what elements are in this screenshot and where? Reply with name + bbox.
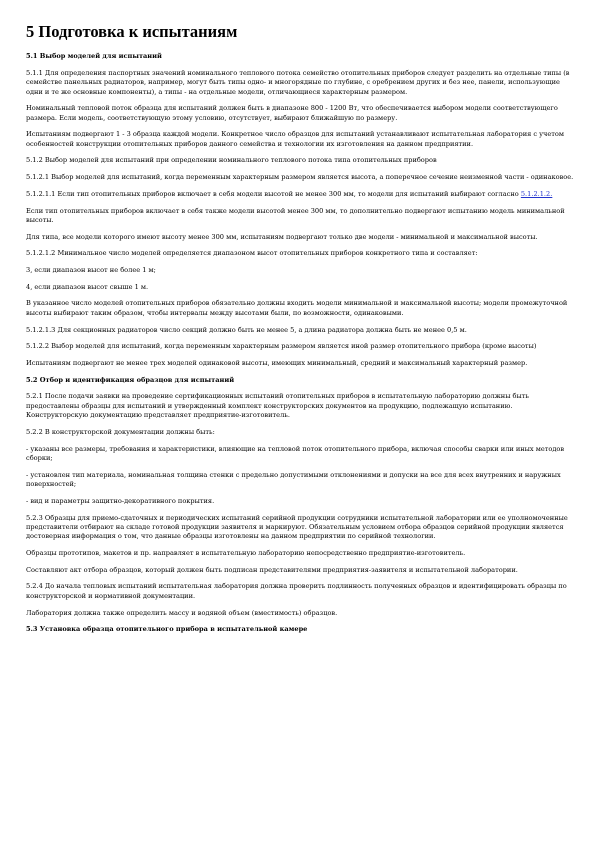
paragraph: 5.2.4 До начала тепловых испытаний испытательная лаборатория должна проверить подлинность полученных образцов и идентифицировать образцы по конструкторской и нормативной документации. (26, 582, 567, 600)
section-link[interactable]: 5.1.2.1.2. (520, 189, 553, 198)
document-page (26, 22, 574, 642)
paragraph: 5.2.2 В конструкторской документации должны быть: (26, 427, 215, 436)
paragraph: 5.1.2.1.3 Для секционных радиаторов число секций должно быть не менее 5, а длина радиатора должна быть не менее 0,5 м. (26, 325, 467, 334)
subsection-heading: 5.2 Отбор и идентификация образцов для испытаний (26, 375, 235, 384)
section-title: 5 Подготовка к испытаниям (26, 22, 238, 41)
paragraph: 5.1.2 Выбор моделей для испытаний при определении номинального теплового потока типа отопительных приборов (26, 156, 437, 165)
subsection-heading: 5.3 Установка образца отопительного прибора в испытательной камере (26, 625, 308, 634)
paragraph: 5.1.2.1.2 Минимальное число моделей определяется диапазоном высот отопительных приборов конкретного типа и составляет: (26, 249, 478, 258)
paragraph: - вид и параметры защитно-декоративного покрытия. (26, 496, 215, 505)
paragraph: 5.1.2.1 Выбор моделей для испытаний, когда переменным характерным размером является высота, а поперечное сечение неизменной части - одинаковое. (26, 173, 574, 182)
paragraph: 5.1.2.2 Выбор моделей для испытаний, когда переменным характерным размером является иной размер отопительного прибора (кроме высоты) (26, 342, 537, 351)
paragraph: Образцы прототипов, макетов и пр. направляет в испытательную лабораторию непосредственно предприятие-изготовитель. (26, 549, 466, 558)
paragraph: Составляют акт отбора образцов, который должен быть подписан представителями предприятия-заявителя и испытательной лаборатории. (26, 565, 518, 574)
paragraph: Испытаниям подвергают не менее трех моделей одинаковой высоты, имеющих минимальный, средний и максимальный характерный размер. (26, 358, 528, 367)
paragraph: Испытаниям подвергают 1 - 3 образца каждой модели. Конкретное число образцов для испытаний устанавливают испытательная лаборатория с учетом особенностей конструкции отопительных приборов данного семейства и технологии их изготовления на данном предприятии. (26, 130, 565, 148)
paragraph: В указанное число моделей отопительных приборов обязательно должны входить модели минимальной и максимальной высоты; модели промежуточной высоты выбирают таким образом, чтобы интервалы между высотами были, по возможности, одинаковыми. (26, 299, 568, 317)
paragraph: 5.2.3 Образцы для приемо-сдаточных и периодических испытаний серийной продукции сотрудники испытательной лаборатории или ее уполномоченные представители отбирают на складе готовой продукции заявителя и маркируют. Обязательным условием отбора образцов серийной продукции является достоверная информация о том, что данные образцы изготовлены на данном предприятии по серийной технологии. (26, 513, 568, 541)
paragraph: - указаны все размеры, требования и характеристики, влияющие на тепловой поток отопительного прибора, включая способы сварки или иных методов сборки; (26, 444, 565, 463)
paragraph: Для типа, все модели которого имеют высоту менее 300 мм, испытаниям подвергают только две модели - минимальной и максимальной высоты. (26, 232, 538, 241)
paragraph-text: 5.1.2.1.1 Если тип отопительных приборов включает в себя модели высотой не менее 300 мм, то модели для испытаний выбирают согласно (26, 189, 519, 198)
paragraph: Номинальный тепловой поток образца для испытаний должен быть в диапазоне 800 - 1200 Вт, что обеспечивается выбором модели соответствующего размера. Если модель, соответствующую этому условию, отсутствует, выбирают ближайшую по размеру. (26, 104, 558, 122)
paragraph: - установлен тип материала, номинальная толщина стенки с предельно допустимыми отклонениями и допуски на все для всех внутренних и наружных поверхностей; (26, 470, 561, 489)
paragraph: 5.1.1 Для определения паспортных значений номинального теплового потока семейство отопительных приборов следует разделить на отдельные типы (в семействе панельных радиаторов, например, могут быть типы одно- и многорядные по глубине, с оребрением других и без нее, панели, использующие одни и те же основные компоненты), а типы - на отдельные модели, отличающиеся характерным размером. (26, 68, 570, 96)
paragraph: 4, если диапазон высот свыше 1 м. (26, 282, 149, 291)
paragraph: 5.2.1 После подачи заявки на проведение сертификационных испытаний отопительных приборов в испытательную лабораторию должны быть предоставлены образцы для испытаний и утвержденный комплект конструкторских документов на продукцию, подлежащую испытанию. Конструкторскую документацию представляет предприятие-изготовитель. (26, 392, 530, 420)
paragraph: Если тип отопительных приборов включает в себя также модели высотой менее 300 мм, то дополнительно подвергают испытанию модель минимальной высоты. (26, 206, 565, 224)
paragraph: 3, если диапазон высот не более 1 м; (26, 266, 156, 275)
paragraph-with-link (26, 190, 574, 199)
subsection-heading: 5.1 Выбор моделей для испытаний (26, 52, 162, 60)
paragraph: Лаборатория должна также определить массу и водяной объем (вместимость) образцов. (26, 608, 338, 617)
